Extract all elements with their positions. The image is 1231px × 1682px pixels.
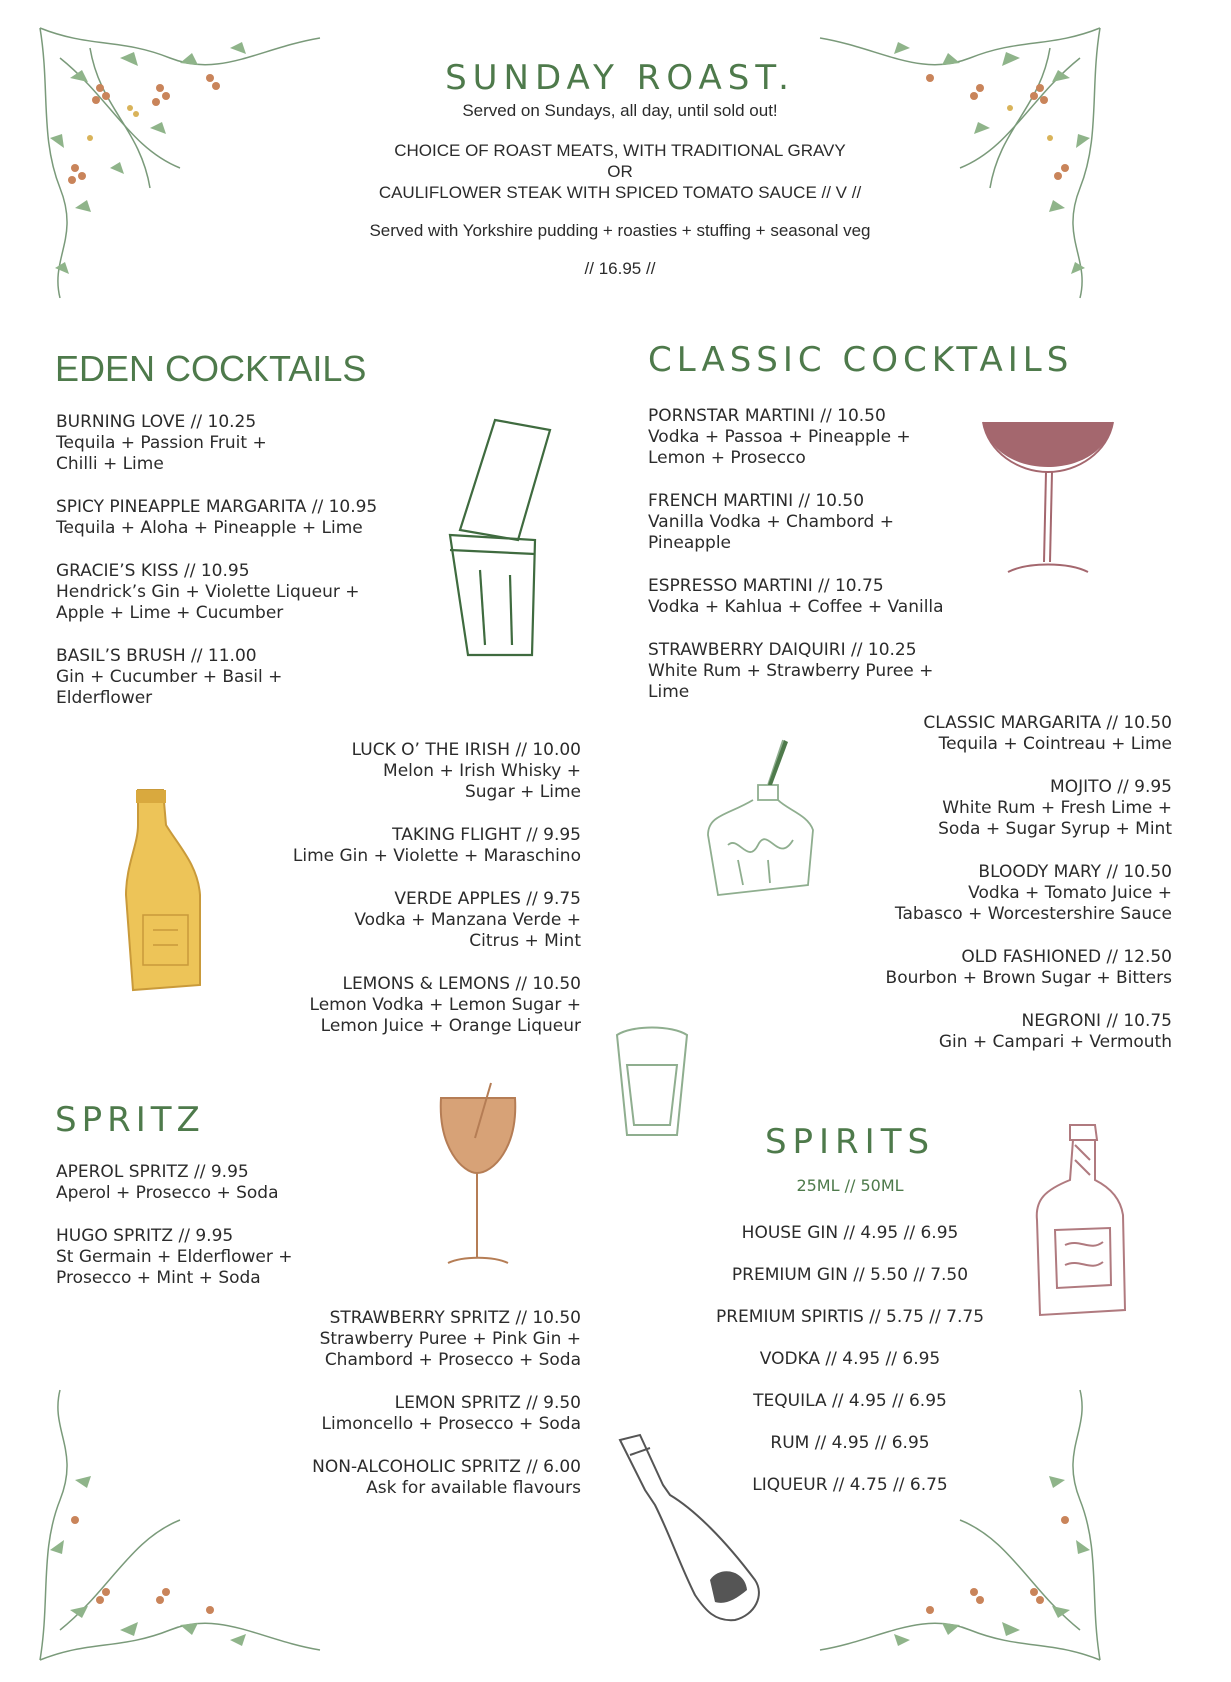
menu-item xyxy=(886,862,1172,925)
menu-item-description: Chilli + Lime xyxy=(56,454,164,474)
menu-item-description: Lime Gin + Violette + Maraschino xyxy=(292,846,581,866)
spirit-item: VODKA // 4.95 // 6.95 xyxy=(759,1349,941,1369)
eden-list-left xyxy=(56,412,377,731)
menu-item-description: Strawberry Puree + Pink Gin + xyxy=(319,1329,581,1349)
menu-item-description: Elderflower xyxy=(56,688,153,708)
sunday-roast-section xyxy=(300,58,940,279)
spirit-item: PREMIUM GIN // 5.50 // 7.50 xyxy=(731,1265,969,1285)
spirit-item: LIQUEUR // 4.75 // 6.75 xyxy=(752,1475,948,1495)
menu-item-name: OLD FASHIONED // 12.50 xyxy=(961,947,1172,967)
classic-cocktails-title: CLASSIC COCKTAILS xyxy=(648,340,1074,380)
menu-item-description: Lemon Juice + Orange Liqueur xyxy=(320,1016,581,1036)
vine-corner-icon xyxy=(30,1380,330,1670)
cocktail-shaker-icon xyxy=(440,410,580,670)
classic-list-right xyxy=(886,713,1172,1075)
menu-item-description: Vodka + Passoa + Pineapple + xyxy=(648,427,911,447)
menu-item-name: SPICY PINEAPPLE MARGARITA // 10.95 xyxy=(56,497,378,517)
menu-item-description: Tabasco + Worcestershire Sauce xyxy=(894,904,1172,924)
menu-item-description: Melon + Irish Whisky + xyxy=(383,761,581,781)
wine-glass-icon xyxy=(433,1078,523,1278)
wine-bottle-icon xyxy=(615,1430,785,1630)
liquor-bottle-icon xyxy=(108,785,208,995)
decanter-bottle-icon xyxy=(1025,1120,1135,1320)
menu-item-description: Limoncello + Prosecco + Soda xyxy=(321,1414,581,1434)
spirit-item: TEQUILA // 4.95 // 6.95 xyxy=(753,1391,947,1411)
sunday-roast-line-4: Served with Yorkshire pudding + roasties + stuffing + seasonal veg xyxy=(369,221,871,240)
spritz-list-right xyxy=(312,1308,581,1521)
sunday-roast-price: // 16.95 // xyxy=(584,259,656,278)
menu-item-name: CLASSIC MARGARITA // 10.50 xyxy=(923,713,1172,733)
menu-item-name: LEMONS & LEMONS // 10.50 xyxy=(342,974,581,994)
spirit-item: PREMIUM SPIRTIS // 5.75 // 7.75 xyxy=(715,1307,985,1327)
menu-item-description: Ask for available flavours xyxy=(366,1478,581,1498)
sunday-roast-title: SUNDAY ROAST. xyxy=(445,58,795,98)
menu-item-name: NEGRONI // 10.75 xyxy=(1021,1011,1172,1031)
spirits-sizes: 25ML // 50ML xyxy=(796,1176,904,1195)
menu-item-name: MOJITO // 9.95 xyxy=(1050,777,1172,797)
spirits-title: SPIRITS xyxy=(764,1122,936,1162)
menu-item-description: Chambord + Prosecco + Soda xyxy=(324,1350,581,1370)
menu-item xyxy=(56,412,377,475)
menu-item-description: Sugar + Lime xyxy=(464,782,581,802)
sunday-roast-line-2: OR xyxy=(607,162,633,181)
menu-item xyxy=(293,740,581,803)
menu-item-description: Tequila + Cointreau + Lime xyxy=(938,734,1172,754)
menu-item xyxy=(648,576,944,618)
menu-item-description: Apple + Lime + Cucumber xyxy=(56,603,284,623)
spritz-list-left xyxy=(56,1162,293,1311)
menu-item-name: PORNSTAR MARTINI // 10.50 xyxy=(648,406,886,426)
menu-item-description: Tequila + Aloha + Pineapple + Lime xyxy=(56,518,363,538)
menu-item-description: White Rum + Strawberry Puree + xyxy=(648,661,934,681)
menu-item-name: LEMON SPRITZ // 9.50 xyxy=(394,1393,581,1413)
menu-item xyxy=(312,1457,581,1499)
menu-item-name: BLOODY MARY // 10.50 xyxy=(978,862,1172,882)
menu-item xyxy=(56,561,377,624)
menu-item-description: Gin + Cucumber + Basil + xyxy=(56,667,283,687)
coupe-glass-icon xyxy=(978,412,1118,582)
eden-cocktails-title: EDEN COCKTAILS xyxy=(55,348,367,389)
menu-item-name: ESPRESSO MARTINI // 10.75 xyxy=(648,576,884,596)
menu-item-name: BASIL’S BRUSH // 11.00 xyxy=(56,646,257,666)
menu-item xyxy=(886,1011,1172,1053)
menu-item-description: Lemon + Prosecco xyxy=(648,448,806,468)
menu-item-description: St Germain + Elderflower + xyxy=(56,1247,293,1267)
menu-item xyxy=(293,825,581,867)
sunday-roast-line-1: CHOICE OF ROAST MEATS, WITH TRADITIONAL GRAVY xyxy=(394,141,846,160)
menu-item-description: Aperol + Prosecco + Soda xyxy=(56,1183,279,1203)
menu-item-name: LUCK O’ THE IRISH // 10.00 xyxy=(351,740,581,760)
menu-item xyxy=(648,406,944,469)
menu-item-description: Hendrick’s Gin + Violette Liqueur + xyxy=(56,582,360,602)
menu-item-description: Soda + Sugar Syrup + Mint xyxy=(938,819,1172,839)
menu-item-name: NON-ALCOHOLIC SPRITZ // 6.00 xyxy=(312,1457,581,1477)
sunday-roast-line-3: CAULIFLOWER STEAK WITH SPICED TOMATO SAUCE // V // xyxy=(378,183,862,202)
menu-item xyxy=(56,497,377,539)
spritz-title: SPRITZ xyxy=(55,1100,205,1140)
menu-item-description: White Rum + Fresh Lime + xyxy=(942,798,1172,818)
shot-glass-icon xyxy=(612,1025,692,1145)
menu-item-name: GRACIE’S KISS // 10.95 xyxy=(56,561,250,581)
menu-item-name: STRAWBERRY DAIQUIRI // 10.25 xyxy=(648,640,917,660)
menu-item-description: Gin + Campari + Vermouth xyxy=(938,1032,1172,1052)
menu-item-name: FRENCH MARTINI // 10.50 xyxy=(648,491,865,511)
menu-item-name: TAKING FLIGHT // 9.95 xyxy=(392,825,581,845)
menu-item xyxy=(886,777,1172,840)
menu-item-description: Vodka + Manzana Verde + xyxy=(354,910,581,930)
menu-item-name: VERDE APPLES // 9.75 xyxy=(394,889,581,909)
sunday-roast-subtitle: Served on Sundays, all day, until sold out! xyxy=(462,101,778,120)
menu-item-name: APEROL SPRITZ // 9.95 xyxy=(56,1162,249,1182)
classic-list-left xyxy=(648,406,944,725)
menu-item-name: STRAWBERRY SPRITZ // 10.50 xyxy=(329,1308,581,1328)
eden-list-right xyxy=(293,740,581,1059)
vine-corner-icon xyxy=(30,18,330,308)
menu-item-description: Vodka + Tomato Juice + xyxy=(968,883,1172,903)
menu-item xyxy=(56,646,377,709)
spirit-item: HOUSE GIN // 4.95 // 6.95 xyxy=(741,1223,959,1243)
menu-item-description: Prosecco + Mint + Soda xyxy=(56,1268,261,1288)
menu-item xyxy=(293,889,581,952)
menu-item xyxy=(312,1308,581,1371)
menu-item xyxy=(886,713,1172,755)
menu-item xyxy=(293,974,581,1037)
menu-item-description: Tequila + Passion Fruit + xyxy=(56,433,267,453)
menu-item-description: Vodka + Kahlua + Coffee + Vanilla xyxy=(648,597,944,617)
menu-item-description: Citrus + Mint xyxy=(469,931,581,951)
menu-item-description: Pineapple xyxy=(648,533,732,553)
menu-item-name: BURNING LOVE // 10.25 xyxy=(56,412,257,432)
menu-item-description: Lemon Vodka + Lemon Sugar + xyxy=(309,995,581,1015)
menu-item-description: Vanilla Vodka + Chambord + xyxy=(648,512,894,532)
menu-item xyxy=(312,1393,581,1435)
menu-item xyxy=(648,491,944,554)
menu-item xyxy=(56,1226,293,1289)
menu-item-name: HUGO SPRITZ // 9.95 xyxy=(56,1226,234,1246)
menu-item xyxy=(56,1162,293,1204)
menu-item xyxy=(648,640,944,703)
pourer-bottle-icon xyxy=(698,735,828,905)
menu-item xyxy=(886,947,1172,989)
menu-item-description: Bourbon + Brown Sugar + Bitters xyxy=(885,968,1172,988)
menu-item-description: Lime xyxy=(648,682,690,702)
spirit-item: RUM // 4.95 // 6.95 xyxy=(770,1433,930,1453)
